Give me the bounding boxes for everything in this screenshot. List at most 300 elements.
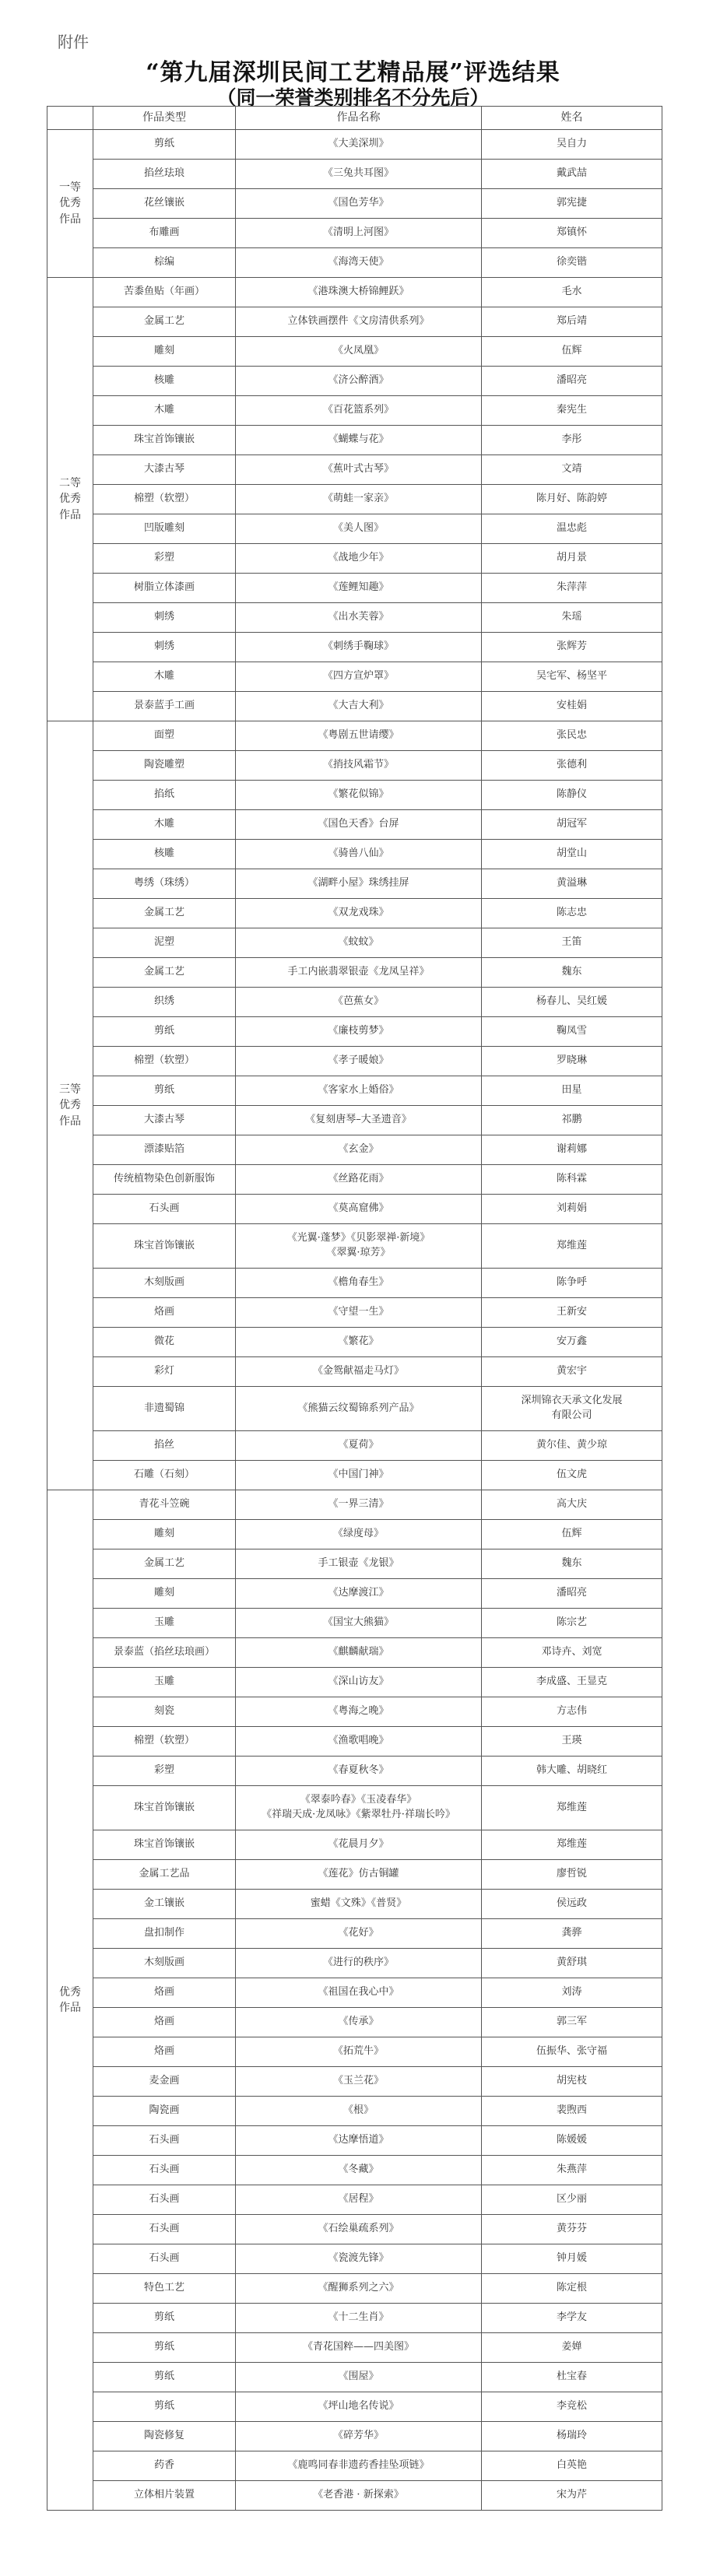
table-row	[47, 2215, 662, 2244]
work-title-cell: 《孝子暖娘》	[236, 1047, 482, 1076]
author-cell: 黄芬芬	[482, 2215, 662, 2244]
work-title-cell: 立体铁画摆件《文房清供系列》	[236, 307, 482, 337]
table-row	[47, 603, 662, 633]
author-cell: 安桂娟	[482, 692, 662, 721]
work-title-cell: 《坪山地名传说》	[236, 2392, 482, 2422]
author-cell: 祁鹏	[482, 1106, 662, 1135]
work-title-cell: 《根》	[236, 2097, 482, 2126]
work-title-cell: 手工银壶《龙银》	[236, 1549, 482, 1579]
table-row	[47, 2392, 662, 2422]
author-cell: 区少丽	[482, 2185, 662, 2215]
work-type-cell: 景泰蓝手工画	[93, 692, 236, 721]
table-row	[47, 160, 662, 189]
work-type-cell: 雕刻	[93, 1579, 236, 1609]
work-title-cell: 《渔歌唱晚》	[236, 1727, 482, 1757]
author-cell: 陈志忠	[482, 899, 662, 928]
table-row	[47, 958, 662, 988]
work-type-cell: 彩灯	[93, 1357, 236, 1387]
work-title-cell: 《碎芳华》	[236, 2422, 482, 2451]
work-title-cell: 《繁花似锦》	[236, 781, 482, 810]
table-row	[47, 1106, 662, 1135]
author-cell: 胡宪枝	[482, 2067, 662, 2097]
table-row	[47, 1461, 662, 1490]
table-row	[47, 1490, 662, 1520]
award-category-line: 作品	[59, 1114, 81, 1128]
work-title-cell: 《丝路花雨》	[236, 1165, 482, 1195]
author-cell: 文靖	[482, 455, 662, 485]
author-cell: 龚骅	[482, 1919, 662, 1949]
table-row	[47, 514, 662, 544]
work-type-cell: 陶瓷画	[93, 2097, 236, 2126]
table-row	[47, 2008, 662, 2037]
work-title-cell: 《玄金》	[236, 1135, 482, 1165]
author-cell: 陈月好、陈韵婷	[482, 485, 662, 514]
table-row	[47, 189, 662, 219]
work-type-cell: 青花斗笠碗	[93, 1490, 236, 1520]
table-row	[47, 2481, 662, 2511]
author-cell: 毛水	[482, 278, 662, 307]
table-row	[47, 1860, 662, 1890]
table-row	[47, 1786, 662, 1830]
table-row	[47, 1949, 662, 1978]
work-type-cell: 核雕	[93, 367, 236, 396]
work-title-cell: 《玉兰花》	[236, 2067, 482, 2097]
author-cell: 钟月媛	[482, 2244, 662, 2274]
work-type-cell: 剪纸	[93, 2363, 236, 2392]
work-type-cell: 彩塑	[93, 1757, 236, 1786]
work-title-cell-line: 《光翼·蓬梦》《贝影翠禅·新境》	[286, 1232, 430, 1244]
table-row	[47, 1431, 662, 1461]
work-title-cell: 《围屋》	[236, 2363, 482, 2392]
work-title-cell: 《深山访友》	[236, 1668, 482, 1697]
award-category-line: 优秀	[59, 197, 81, 210]
work-type-cell: 粤绣（珠绣）	[93, 869, 236, 899]
work-type-cell: 金属工艺	[93, 958, 236, 988]
work-title-cell: 《萌蛙一家亲》	[236, 485, 482, 514]
author-cell: 方志伟	[482, 1697, 662, 1727]
table-row	[47, 2333, 662, 2363]
work-title-cell: 《春夏秋冬》	[236, 1757, 482, 1786]
author-cell-line: 有限公司	[551, 1409, 592, 1421]
table-row	[47, 219, 662, 248]
author-cell: 张德利	[482, 751, 662, 781]
table-row	[47, 2037, 662, 2067]
author-cell: 朱瑶	[482, 603, 662, 633]
author-cell: 安万鑫	[482, 1328, 662, 1357]
work-title-cell: 《四方宣炉罩》	[236, 662, 482, 692]
work-title-cell: 《一界三清》	[236, 1490, 482, 1520]
work-type-cell: 珠宝首饰镶嵌	[93, 1786, 236, 1830]
work-type-cell: 面塑	[93, 721, 236, 751]
work-title-cell: 《拓荒牛》	[236, 2037, 482, 2067]
work-title-cell: 《鹿鸣同春非遗药香挂坠项链》	[236, 2451, 482, 2481]
table-row	[47, 869, 662, 899]
work-type-cell: 烙画	[93, 2037, 236, 2067]
table-row	[47, 1165, 662, 1195]
table-row	[47, 662, 662, 692]
table-row	[47, 2126, 662, 2156]
work-type-cell: 传统植物染色创新服饰	[93, 1165, 236, 1195]
work-type-cell: 布雕画	[93, 219, 236, 248]
work-title-cell: 《冬藏》	[236, 2156, 482, 2185]
author-cell: 李成盛、王显克	[482, 1668, 662, 1697]
work-type-cell: 剪纸	[93, 2392, 236, 2422]
work-title-cell: 《刺绣手鞠球》	[236, 633, 482, 662]
work-type-cell: 剪纸	[93, 1017, 236, 1047]
work-type-cell: 烙画	[93, 1978, 236, 2008]
work-title-cell: 《花晨月夕》	[236, 1830, 482, 1860]
work-type-cell: 石头画	[93, 1195, 236, 1224]
work-type-cell: 立体相片装置	[93, 2481, 236, 2511]
work-title-cell: 蜜蜡《文殊》《普贤》	[236, 1890, 482, 1919]
work-title-cell: 《夏荷》	[236, 1431, 482, 1461]
work-type-cell: 木刻版画	[93, 1949, 236, 1978]
work-title-cell: 《复刻唐琴–大圣遗音》	[236, 1106, 482, 1135]
author-cell: 伍辉	[482, 337, 662, 367]
work-title-cell: 《蝴蝶与花》	[236, 426, 482, 455]
work-type-cell: 非遗蜀锦	[93, 1387, 236, 1431]
work-type-cell: 木刻版画	[93, 1269, 236, 1298]
table-row	[47, 2304, 662, 2333]
author-cell: 黄舒琪	[482, 1949, 662, 1978]
work-type-cell: 珠宝首饰镶嵌	[93, 1830, 236, 1860]
table-row	[47, 2422, 662, 2451]
author-cell: 刘涛	[482, 1978, 662, 2008]
work-type-cell: 雕刻	[93, 1520, 236, 1549]
table-row	[47, 810, 662, 840]
table-row	[47, 1549, 662, 1579]
table-row	[47, 1298, 662, 1328]
work-title-cell: 《中国门神》	[236, 1461, 482, 1490]
work-type-cell: 掐丝	[93, 1431, 236, 1461]
work-type-cell: 特色工艺	[93, 2274, 236, 2304]
work-type-cell: 剪纸	[93, 1076, 236, 1106]
header-group	[47, 107, 93, 130]
work-title-cell: 《檐角春生》	[236, 1269, 482, 1298]
work-type-cell: 剪纸	[93, 2304, 236, 2333]
table-row	[47, 367, 662, 396]
author-cell: 杨春儿、吴红媛	[482, 988, 662, 1017]
work-type-cell: 陶瓷雕塑	[93, 751, 236, 781]
work-title-cell: 《国色芳华》	[236, 189, 482, 219]
work-type-cell: 玉雕	[93, 1609, 236, 1638]
work-type-cell: 木雕	[93, 396, 236, 426]
work-title-cell: 《居程》	[236, 2185, 482, 2215]
work-title-cell: 《达摩渡江》	[236, 1579, 482, 1609]
author-cell	[482, 1387, 662, 1431]
author-cell: 胡堂山	[482, 840, 662, 869]
work-type-cell: 金属工艺品	[93, 1860, 236, 1890]
table-row	[47, 337, 662, 367]
author-cell: 郑后靖	[482, 307, 662, 337]
table-row	[47, 1195, 662, 1224]
table-row	[47, 426, 662, 455]
table-row	[47, 781, 662, 810]
author-cell: 吴自力	[482, 130, 662, 160]
author-cell: 温忠彪	[482, 514, 662, 544]
author-cell: 鞠凤雪	[482, 1017, 662, 1047]
work-type-cell: 剪纸	[93, 130, 236, 160]
author-cell: 罗晓琳	[482, 1047, 662, 1076]
author-cell: 郭宪捷	[482, 189, 662, 219]
work-title-cell: 《瓷渡先锋》	[236, 2244, 482, 2274]
author-cell: 陈争呼	[482, 1269, 662, 1298]
work-type-cell: 刺绣	[93, 633, 236, 662]
author-cell: 吴宅军、杨坚平	[482, 662, 662, 692]
table-row	[47, 1224, 662, 1269]
work-title-cell: 《传承》	[236, 2008, 482, 2037]
table-row	[47, 2451, 662, 2481]
table-row	[47, 2244, 662, 2274]
work-title-cell: 《莲花》仿古铜罐	[236, 1860, 482, 1890]
table-row	[47, 1387, 662, 1431]
table-header-row	[47, 107, 662, 130]
work-type-cell: 玉雕	[93, 1668, 236, 1697]
author-cell: 朱萍萍	[482, 574, 662, 603]
work-type-cell: 金属工艺	[93, 1549, 236, 1579]
table-row	[47, 633, 662, 662]
author-cell: 陈宗艺	[482, 1609, 662, 1638]
table-row	[47, 2274, 662, 2304]
work-title-cell: 《老香港 · 新探索》	[236, 2481, 482, 2511]
author-cell: 张民忠	[482, 721, 662, 751]
author-cell: 裴煦西	[482, 2097, 662, 2126]
header-type: 作品类型	[93, 107, 236, 130]
table-row	[47, 988, 662, 1017]
work-title-cell: 《花好》	[236, 1919, 482, 1949]
award-category-line: 作品	[59, 212, 81, 226]
work-type-cell: 掐纸	[93, 781, 236, 810]
work-title-cell: 《客家水上婚俗》	[236, 1076, 482, 1106]
work-title-cell: 《熊猫云纹蜀锦系列产品》	[236, 1387, 482, 1431]
work-type-cell: 石头画	[93, 2215, 236, 2244]
author-cell: 高大庆	[482, 1490, 662, 1520]
award-category-line: 二等	[59, 477, 81, 490]
work-type-cell: 木雕	[93, 810, 236, 840]
author-cell: 郑镇怀	[482, 219, 662, 248]
work-title-cell: 《繁花》	[236, 1328, 482, 1357]
work-title-cell: 《港珠澳大桥锦鲤跃》	[236, 278, 482, 307]
table-row	[47, 1757, 662, 1786]
author-cell: 戴武喆	[482, 160, 662, 189]
work-title-cell: 《十二生肖》	[236, 2304, 482, 2333]
work-type-cell: 盘扣制作	[93, 1919, 236, 1949]
work-title-cell: 《三兔共耳图》	[236, 160, 482, 189]
work-title-cell-line: 《翠泰吟春》《玉凌春华》	[300, 1794, 417, 1806]
table-row	[47, 544, 662, 574]
work-title-cell: 《石绘巢疏系列》	[236, 2215, 482, 2244]
award-category	[47, 278, 93, 721]
author-cell: 白英艳	[482, 2451, 662, 2481]
author-cell: 胡冠军	[482, 810, 662, 840]
author-cell: 张辉芳	[482, 633, 662, 662]
author-cell: 王瑛	[482, 1727, 662, 1757]
table-row	[47, 2156, 662, 2185]
work-type-cell: 刻瓷	[93, 1697, 236, 1727]
work-type-cell: 掐丝珐琅	[93, 160, 236, 189]
work-title-cell: 《捎技风霜节》	[236, 751, 482, 781]
table-row	[47, 2185, 662, 2215]
award-category-line: 作品	[59, 2002, 81, 2014]
table-row	[47, 2363, 662, 2392]
author-cell: 邓诗卉、刘宽	[482, 1638, 662, 1668]
work-title-cell: 《蚊蚊》	[236, 928, 482, 958]
author-cell: 魏东	[482, 958, 662, 988]
work-title-cell: 《粤海之晚》	[236, 1697, 482, 1727]
author-cell: 黄尔佳、黄少琼	[482, 1431, 662, 1461]
award-category-line: 优秀	[59, 1099, 81, 1112]
author-cell: 秦宪生	[482, 396, 662, 426]
header-author: 姓名	[482, 107, 662, 130]
work-type-cell: 棉塑（软塑）	[93, 1727, 236, 1757]
work-type-cell: 石头画	[93, 2185, 236, 2215]
work-title-cell: 《麒麟献瑞》	[236, 1638, 482, 1668]
author-cell: 陈科霖	[482, 1165, 662, 1195]
author-cell: 李彤	[482, 426, 662, 455]
work-type-cell: 大漆古琴	[93, 1106, 236, 1135]
table-row	[47, 1579, 662, 1609]
author-cell: 王新安	[482, 1298, 662, 1328]
work-title-cell: 《百花篮系列》	[236, 396, 482, 426]
work-title-cell: 《国宝大熊猫》	[236, 1609, 482, 1638]
table-row	[47, 1697, 662, 1727]
work-type-cell: 苦黍鱼贴（年画）	[93, 278, 236, 307]
table-row	[47, 248, 662, 278]
work-type-cell: 彩塑	[93, 544, 236, 574]
author-cell: 廖哲锐	[482, 1860, 662, 1890]
work-title-cell: 《进行的秩序》	[236, 1949, 482, 1978]
table-row	[47, 692, 662, 721]
author-cell: 李学友	[482, 2304, 662, 2333]
author-cell: 韩大雕、胡晓红	[482, 1757, 662, 1786]
table-row	[47, 455, 662, 485]
work-type-cell: 织绣	[93, 988, 236, 1017]
award-category	[47, 130, 93, 278]
work-type-cell: 石头画	[93, 2244, 236, 2274]
table-row	[47, 396, 662, 426]
work-title-cell: 手工内嵌翡翠银壶《龙凤呈祥》	[236, 958, 482, 988]
table-row	[47, 2097, 662, 2126]
author-cell: 徐奕锴	[482, 248, 662, 278]
work-type-cell: 石头画	[93, 2156, 236, 2185]
work-type-cell: 石雕（石刻）	[93, 1461, 236, 1490]
work-type-cell: 雕刻	[93, 337, 236, 367]
work-type-cell: 烙画	[93, 2008, 236, 2037]
work-title-cell: 《绿度母》	[236, 1520, 482, 1549]
work-type-cell: 烙画	[93, 1298, 236, 1328]
author-cell: 郭三军	[482, 2008, 662, 2037]
table-row	[47, 307, 662, 337]
work-type-cell: 棉塑（软塑）	[93, 1047, 236, 1076]
award-category-line: 一等	[59, 181, 81, 195]
work-type-cell: 核雕	[93, 840, 236, 869]
author-cell: 谢莉娜	[482, 1135, 662, 1165]
author-cell: 伍文虎	[482, 1461, 662, 1490]
work-type-cell: 树脂立体漆画	[93, 574, 236, 603]
header-title: 作品名称	[236, 107, 482, 130]
table-row	[47, 1076, 662, 1106]
work-title-cell: 《蕉叶式古琴》	[236, 455, 482, 485]
table-row	[47, 1017, 662, 1047]
work-type-cell: 微花	[93, 1328, 236, 1357]
work-type-cell: 金属工艺	[93, 307, 236, 337]
table-row	[47, 485, 662, 514]
work-title-cell: 《莲鲤知趣》	[236, 574, 482, 603]
work-type-cell: 珠宝首饰镶嵌	[93, 1224, 236, 1269]
author-cell: 王笛	[482, 928, 662, 958]
work-title-cell: 《粤剧五世请缨》	[236, 721, 482, 751]
author-cell: 姜婵	[482, 2333, 662, 2363]
table-row	[47, 2067, 662, 2097]
work-type-cell: 泥塑	[93, 928, 236, 958]
work-title-cell: 《芭蕉女》	[236, 988, 482, 1017]
table-row	[47, 1609, 662, 1638]
table-row	[47, 1668, 662, 1697]
work-type-cell: 刺绣	[93, 603, 236, 633]
work-title-cell: 《清明上河图》	[236, 219, 482, 248]
award-category	[47, 1490, 93, 2511]
award-category-line: 优秀	[59, 1985, 81, 1999]
work-title-cell: 《骑兽八仙》	[236, 840, 482, 869]
work-title-cell: 《美人图》	[236, 514, 482, 544]
work-type-cell: 剪纸	[93, 2333, 236, 2363]
table-row	[47, 721, 662, 751]
author-cell: 陈静仪	[482, 781, 662, 810]
table-row	[47, 278, 662, 307]
work-title-cell: 《莫高窟佛》	[236, 1195, 482, 1224]
work-type-cell: 棕编	[93, 248, 236, 278]
work-type-cell: 棉塑（软塑）	[93, 485, 236, 514]
table-row	[47, 1890, 662, 1919]
table-row	[47, 1830, 662, 1860]
table-row	[47, 899, 662, 928]
table-row	[47, 1520, 662, 1549]
work-title-cell: 《湖畔小屋》珠绣挂屏	[236, 869, 482, 899]
table-row	[47, 1978, 662, 2008]
author-cell-line: 深圳锦衣天承文化发展	[521, 1395, 623, 1407]
author-cell: 潘昭亮	[482, 367, 662, 396]
table-row	[47, 1357, 662, 1387]
table-row	[47, 1919, 662, 1949]
work-type-cell: 大漆古琴	[93, 455, 236, 485]
award-category-line: 三等	[59, 1083, 81, 1097]
work-type-cell: 石头画	[93, 2126, 236, 2156]
author-cell: 杨瑞玲	[482, 2422, 662, 2451]
work-title-cell: 《祖国在我心中》	[236, 1978, 482, 2008]
author-cell: 刘莉娟	[482, 1195, 662, 1224]
work-title-cell: 《醒狮系列之六》	[236, 2274, 482, 2304]
author-cell: 郑维莲	[482, 1224, 662, 1269]
author-cell: 魏东	[482, 1549, 662, 1579]
author-cell: 侯远政	[482, 1890, 662, 1919]
author-cell: 伍振华、张守福	[482, 2037, 662, 2067]
author-cell: 伍辉	[482, 1520, 662, 1549]
table-row	[47, 928, 662, 958]
attachment-label: 附件	[58, 33, 89, 51]
author-cell: 田星	[482, 1076, 662, 1106]
award-category-line: 优秀	[59, 493, 81, 506]
author-cell: 潘昭亮	[482, 1579, 662, 1609]
work-title-cell: 《达摩悟道》	[236, 2126, 482, 2156]
work-type-cell: 金属工艺	[93, 899, 236, 928]
results-table	[47, 106, 662, 2511]
table-row	[47, 1135, 662, 1165]
award-category	[47, 721, 93, 1490]
author-cell: 郑维莲	[482, 1786, 662, 1830]
author-cell: 李竞松	[482, 2392, 662, 2422]
work-title-cell: 《国色天香》台屏	[236, 810, 482, 840]
work-title-cell: 《守望一生》	[236, 1298, 482, 1328]
